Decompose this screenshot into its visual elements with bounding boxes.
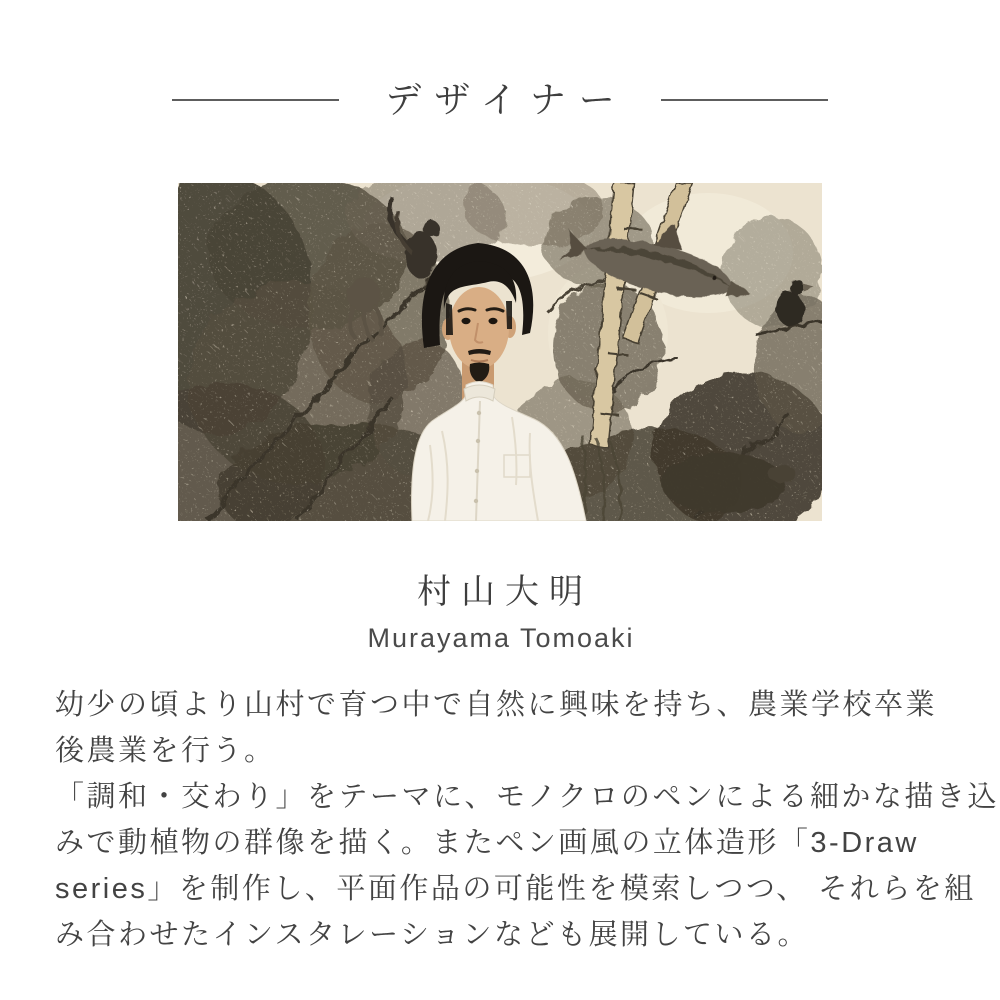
bio-line: series」を制作し、平面作品の可能性を模索しつつ、 それらを組 (55, 873, 976, 905)
designer-eye (462, 318, 471, 324)
bio-line: 「調和・交わり」をテーマに、モノクロのペンによる細かな描き込 (55, 781, 999, 813)
title-divider-left (172, 99, 339, 101)
designer-face (449, 287, 509, 369)
page-title: デザイナー (385, 79, 628, 120)
bio-line: 後農業を行う。 (55, 735, 276, 767)
section-title-row (0, 78, 1000, 122)
designer-name-japanese: 村山大明 (417, 573, 593, 611)
designer-name-romaji: Murayama Tomoaki (367, 623, 635, 653)
designer-eye (489, 318, 498, 324)
profile-photo-art (178, 183, 822, 521)
bio-line: み合わせたインスタレーションなども展開している。 (55, 919, 809, 951)
title-divider-right (661, 99, 828, 101)
bio-line: 幼少の頃より山村で育つ中で自然に興味を持ち、農業学校卒業 (55, 689, 938, 721)
designer-sideburn (446, 303, 453, 335)
designer-bio (55, 682, 999, 958)
profile-photo (178, 183, 822, 521)
designer-sideburn (506, 301, 512, 329)
bio-line: みで動植物の群像を描く。またペン画風の立体造形「3-Draw (55, 827, 919, 859)
